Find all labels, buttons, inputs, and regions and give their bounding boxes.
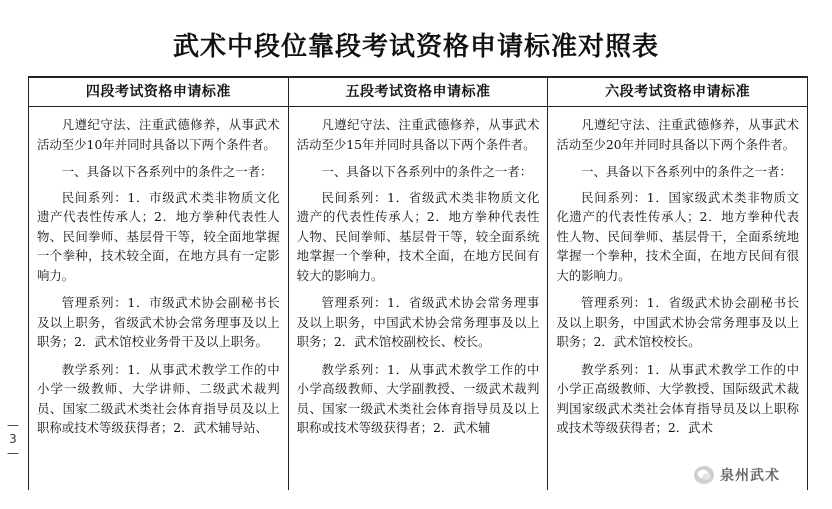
section-heading: 一、具备以下各系列中的条件之一者： [581, 164, 792, 179]
column-dan-6 [548, 78, 807, 490]
teaching-series-paragraph: 教学系列：1．从事武术教学工作的中小学高级教师、大学副教授、一级武术裁判员、国家一级武术类社会体育指导员及以上职称或技术等级获得者；2．武术辅 [296, 361, 540, 435]
document-title: 武术中段位靠段考试资格申请标准对照表 [172, 32, 659, 62]
management-series-paragraph: 管理系列：1．省级武术协会常务理事及以上职务，中国武术协会常务理事及以上职务；2．武术馆校副校长、校长。 [296, 295, 540, 349]
intro-paragraph: 凡遵纪守法、注重武德修养，从事武术活动至少20年并同时具备以下两个条件者。 [556, 117, 800, 152]
folk-series-paragraph: 民间系列：1．省级武术类非物质文化遗产的代表性传承人；2．地方拳种代表性人物、民间拳师、基层骨干等，较全面系统地掌握一个拳种，技术全面，在地方民间有较大的影响力。 [296, 189, 540, 283]
comparison-table [28, 76, 808, 490]
teaching-series-paragraph: 教学系列：1．从事武术教学工作的中小学正高级教师、大学教授、国际级武术裁判国家级武术类社会体育指导员及以上职称或技术等级获得者；2．武术 [556, 361, 800, 435]
watermark-text: 泉州武术 [720, 468, 780, 484]
column-dan-4 [29, 78, 289, 490]
folk-series-paragraph: 民间系列：1．市级武术类非物质文化遗产代表性传承人；2．地方拳种代表性人物、民间拳师、基层骨干等，较全面地掌握一个拳种，技术较全面，在地方具有一定影响力。 [37, 189, 280, 283]
column-header: 四段考试资格申请标准 [29, 78, 288, 107]
column-body [289, 107, 548, 446]
teaching-series-paragraph: 教学系列：1．从事武术教学工作的中小学一级教师、大学讲师、二级武术裁判员、国家二级武术类社会体育指导员及以上职称或技术等级获得者；2．武术辅导站、 [37, 361, 280, 435]
column-body [29, 107, 288, 446]
management-series-paragraph: 管理系列：1．市级武术协会副秘书长及以上职务，省级武术协会常务理事及以上职务；2．武术馆校业务骨干及以上职务。 [37, 295, 280, 349]
column-body [548, 107, 807, 446]
page-number: — 3 — [7, 418, 19, 460]
column-header: 六段考试资格申请标准 [548, 78, 807, 107]
intro-paragraph: 凡遵纪守法、注重武德修养，从事武术活动至少10年并同时具备以下两个条件者。 [37, 117, 280, 152]
section-heading: 一、具备以下各系列中的条件之一者： [61, 164, 273, 179]
management-series-paragraph: 管理系列：1．省级武术协会副秘书长及以上职务，中国武术协会常务理事及以上职务；2．武术馆校校长。 [556, 295, 800, 349]
column-dan-5 [289, 78, 549, 490]
intro-paragraph: 凡遵纪守法、注重武德修养，从事武术活动至少15年并同时具备以下两个条件者。 [296, 117, 540, 152]
chat-bubble-icon [697, 469, 711, 481]
wechat-icon [694, 466, 714, 484]
folk-series-paragraph: 民间系列：1．国家级武术类非物质文化遗产的代表性传承人；2．地方拳种代表性人物、民间拳师、基层骨干，全面系统地掌握一个拳种，技术全面，在地方民间有很大的影响力。 [556, 189, 800, 283]
watermark [690, 462, 784, 488]
column-header: 五段考试资格申请标准 [289, 78, 548, 107]
section-heading: 一、具备以下各系列中的条件之一者： [321, 164, 533, 179]
